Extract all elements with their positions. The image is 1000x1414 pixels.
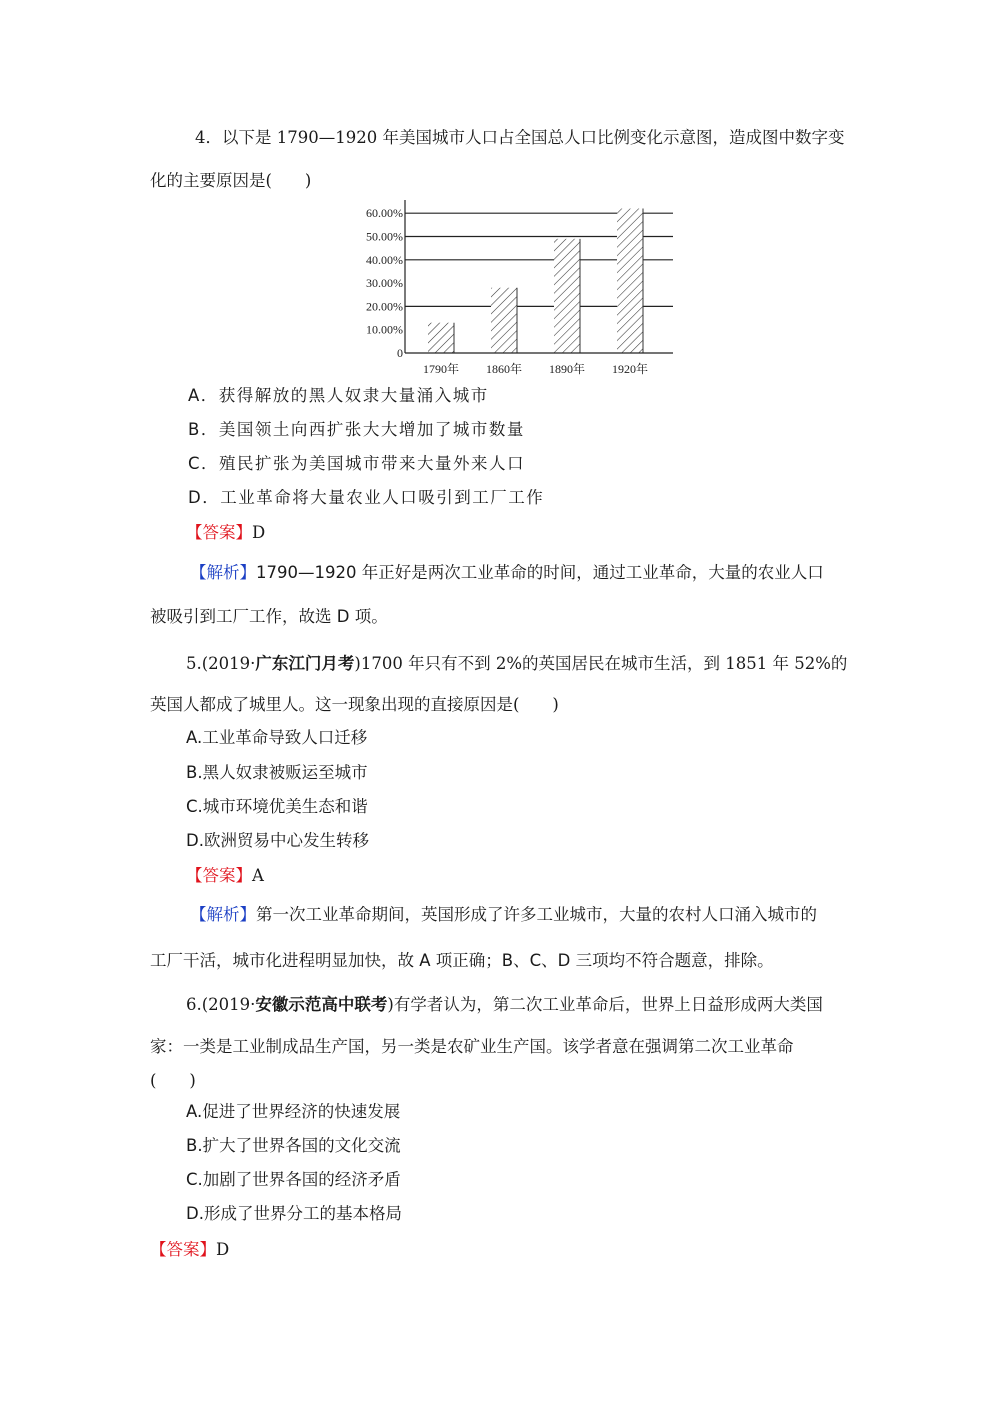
q6-option-c: C.加剧了世界各国的经济矛盾 — [186, 1170, 401, 1189]
answer-label: 【答案】 — [186, 866, 252, 885]
q5-analysis-line1 — [190, 904, 817, 926]
urban-population-bar-chart — [355, 195, 685, 385]
answer-label: 【答案】 — [150, 1240, 216, 1259]
q4-option-b: B．美国领土向西扩张大大增加了城市数量 — [188, 420, 525, 439]
q5-option-d: D.欧洲贸易中心发生转移 — [186, 831, 369, 850]
y-tick-label: 20.00% — [366, 299, 403, 314]
q6-stem-line3: ( ) — [150, 1071, 196, 1090]
x-tick-label: 1790年 — [422, 362, 460, 376]
y-tick-label: 10.00% — [366, 322, 403, 337]
q4-answer — [186, 522, 265, 544]
q6-option-d: D.形成了世界分工的基本格局 — [186, 1204, 402, 1223]
q5-source: 广东江门月考 — [255, 654, 355, 673]
analysis-text: 第一次工业革命期间，英国形成了许多工业城市，大量的农村人口涌入城市的 — [256, 905, 817, 924]
q5-option-b: B.黑人奴隶被贩运至城市 — [186, 763, 368, 782]
q4-option-a: A．获得解放的黑人奴隶大量涌入城市 — [188, 386, 489, 405]
q5-stem-text: )1700 年只有不到 2%的英国居民在城市生活，到 1851 年 52%的 — [354, 654, 848, 673]
bar — [491, 288, 517, 353]
x-tick-label: 1890年 — [548, 362, 586, 376]
q6-stem-text: )有学者认为，第二次工业革命后，世界上日益形成两大类国 — [387, 995, 823, 1014]
q4-analysis-line1 — [190, 562, 824, 584]
analysis-text: 1790—1920 年正好是两次工业革命的时间，通过工业革命，大量的农业人口 — [256, 563, 824, 582]
q4-stem-line1: 4．以下是 1790—1920 年美国城市人口占全国总人口比例变化示意图，造成图中数字变 — [195, 128, 845, 147]
analysis-label: 【解析】 — [190, 905, 256, 924]
q5-option-c: C.城市环境优美生态和谐 — [186, 797, 368, 816]
answer-label: 【答案】 — [186, 523, 252, 542]
q5-stem-line2: 英国人都成了城里人。这一现象出现的直接原因是( ) — [150, 695, 559, 714]
y-tick-labels — [366, 206, 403, 360]
q4-option-d: D．工业革命将大量农业人口吸引到工厂工作 — [188, 488, 545, 507]
x-tick-label: 1920年 — [611, 362, 649, 376]
y-tick-label: 40.00% — [366, 252, 403, 267]
q5-option-a: A.工业革命导致人口迁移 — [186, 728, 368, 747]
q4-analysis-line2: 被吸引到工厂工作，故选 D 项。 — [150, 607, 388, 626]
bar — [554, 239, 580, 353]
q5-number: 5.(2019· — [186, 654, 256, 673]
answer-value: D — [252, 523, 266, 542]
q6-option-b: B.扩大了世界各国的文化交流 — [186, 1136, 401, 1155]
x-tick-labels — [423, 361, 648, 376]
y-tick-label: 50.00% — [366, 229, 403, 244]
q4-stem-line2: 化的主要原因是( ) — [150, 171, 312, 190]
bars — [428, 209, 643, 353]
q5-stem-line1 — [186, 653, 847, 675]
q6-source: 安徽示范高中联考 — [255, 995, 388, 1014]
q6-stem-line2: 家：一类是工业制成品生产国，另一类是农矿业生产国。该学者意在强调第二次工业革命 — [150, 1037, 794, 1056]
q4-option-c: C．殖民扩张为美国城市带来大量外来人口 — [188, 454, 526, 473]
q5-analysis-line2: 工厂干活，城市化进程明显加快，故 A 项正确；B、C、D 三项均不符合题意，排除。 — [150, 951, 774, 970]
y-tick-label: 0 — [397, 346, 403, 360]
analysis-label: 【解析】 — [190, 563, 256, 582]
y-tick-label: 30.00% — [366, 276, 403, 291]
q5-answer — [186, 865, 264, 887]
q6-option-a: A.促进了世界经济的快速发展 — [186, 1102, 401, 1121]
x-tick-label: 1860年 — [485, 362, 523, 376]
q6-number: 6.(2019· — [186, 995, 256, 1014]
answer-value: A — [252, 866, 264, 885]
q6-answer — [150, 1239, 229, 1261]
bar — [617, 209, 643, 353]
q6-stem-line1 — [186, 994, 823, 1016]
y-tick-label: 60.00% — [366, 206, 403, 221]
bar — [428, 323, 454, 353]
answer-value: D — [216, 1240, 230, 1259]
